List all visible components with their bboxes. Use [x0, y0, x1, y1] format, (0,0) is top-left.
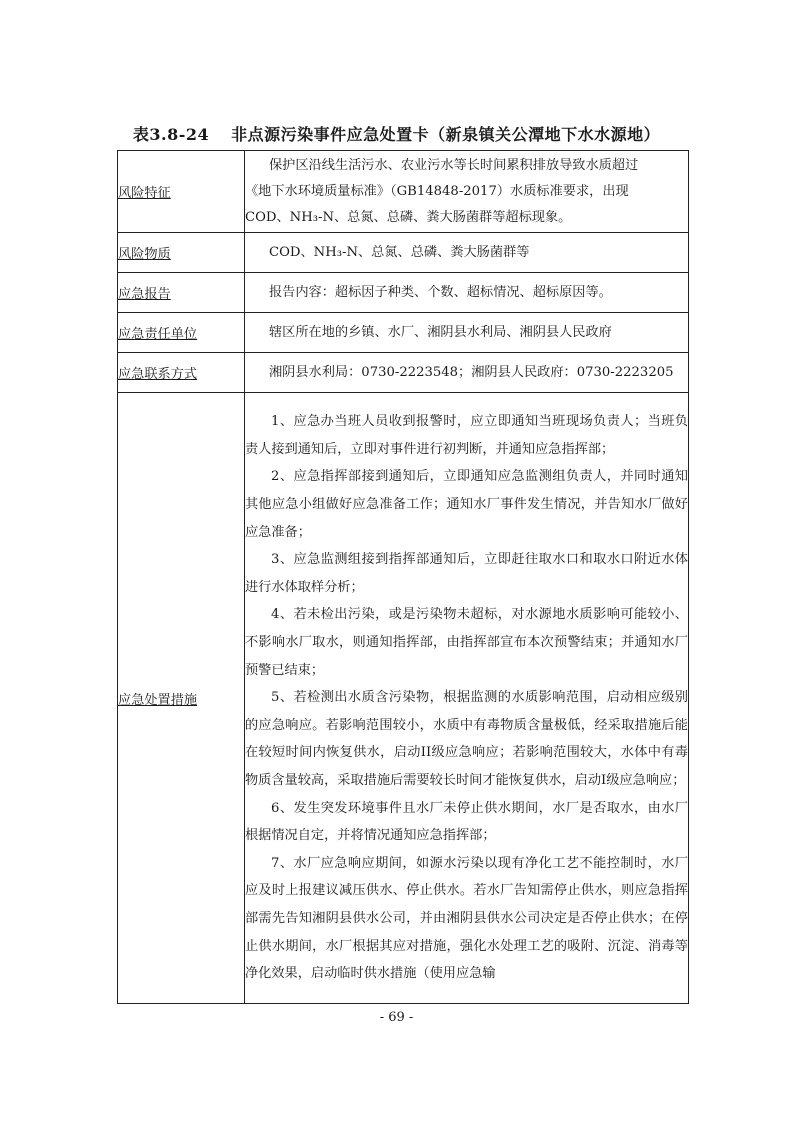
risk-feature-line-1: 保护区沿线生活污水、农业污水等长时间累积排放导致水质超过: [269, 157, 639, 173]
row-emergency-report: [118, 273, 689, 313]
label-risk-substance: 风险物质: [118, 233, 245, 273]
emergency-report-text: 报告内容：超标因子种类、个数、超标情况、超标原因等。: [269, 284, 612, 300]
label-responsible-unit: 应急责任单位: [118, 313, 245, 353]
measure-item-3: 3、应急监测组接到指挥部通知后，立即赶往取水口和取水口附近水体进行水体取样分析；: [245, 552, 688, 595]
value-contact: [245, 353, 689, 393]
row-responsible-unit: [118, 313, 689, 353]
value-measures: [245, 393, 689, 1004]
label-measures: 应急处置措施: [118, 393, 245, 1004]
page-number: - 69 -: [379, 1010, 414, 1025]
measure-item-1: 1、应急办当班人员收到报警时，应立即通知当班现场负责人；当班负责人接到通知后，立即对事件进行初判断，并通知应急指挥部；: [245, 414, 688, 457]
contact-text: 湘阴县水利局：0730-2223548；湘阴县人民政府：0730-2223205: [269, 364, 674, 380]
emergency-disposal-card: [117, 150, 689, 1004]
value-emergency-report: [245, 273, 689, 313]
value-risk-feature: [245, 151, 689, 233]
row-risk-feature: [118, 151, 689, 233]
row-contact: [118, 353, 689, 393]
value-risk-substance: [245, 233, 689, 273]
label-emergency-report: 应急报告: [118, 273, 245, 313]
risk-feature-line-3: COD、NH₃-N、总氮、总磷、粪大肠菌群等超标现象。: [245, 209, 572, 225]
label-risk-feature: 风险特征: [118, 151, 245, 233]
measure-item-5: 5、若检测出水质含污染物，根据监测的水质影响范围，启动相应级别的应急响应。若影响范围较小，水质中有毒物质含量极低，经采取措施后能在较短时间内恢复供水，启动II级应急响应；若影响范围较大，水体中有毒物质含量较高，采取措施后需要较长时间才能恢复供水，启动I级应急响应；: [245, 690, 688, 788]
measure-item-7: 7、水厂应急响应期间，如源水污染以现有净化工艺不能控制时，水厂应及时上报建议减压供水、停止供水。若水厂告知需停止供水，则应急指挥部需先告知湘阴县供水公司，并由湘阴县供水公司决定是否停止供水；在停止供水期间，水厂根据其应对措施，强化水处理工艺的吸附、沉淀、消毒等净化效果，启动临时供水措施（使用应急输: [245, 855, 688, 982]
table-caption: [0, 122, 793, 145]
responsible-unit-text: 辖区所在地的乡镇、水厂、湘阴县水利局、湘阴县人民政府: [269, 324, 612, 340]
measure-item-2: 2、应急指挥部接到通知后，立即通知应急监测组负责人，并同时通知其他应急小组做好应急准备工作；通知水厂事件发生情况，并告知水厂做好应急准备；: [245, 469, 688, 540]
value-responsible-unit: [245, 313, 689, 353]
risk-substance-text: COD、NH₃-N、总氮、总磷、粪大肠菌群等: [269, 244, 530, 260]
label-contact: 应急联系方式: [118, 353, 245, 393]
risk-feature-line-2: 《地下水环境质量标准》（GB14848-2017）水质标准要求，出现: [245, 183, 629, 199]
measure-item-4: 4、若未检出污染，或是污染物未超标，对水源地水质影响可能较小、不影响水厂取水，则通知指挥部，由指挥部宣布本次预警结束；并通知水厂预警已结束；: [245, 607, 688, 678]
table-number: 表3.8-24: [132, 125, 210, 144]
measure-item-6: 6、发生突发环境事件且水厂未停止供水期间，水厂是否取水，由水厂根据情况自定，并将情况通知应急指挥部；: [245, 800, 688, 844]
table-title: 非点源污染事件应急处置卡（新泉镇关公潭地下水水源地）: [231, 125, 661, 144]
row-measures: [118, 393, 689, 1004]
row-risk-substance: [118, 233, 689, 273]
